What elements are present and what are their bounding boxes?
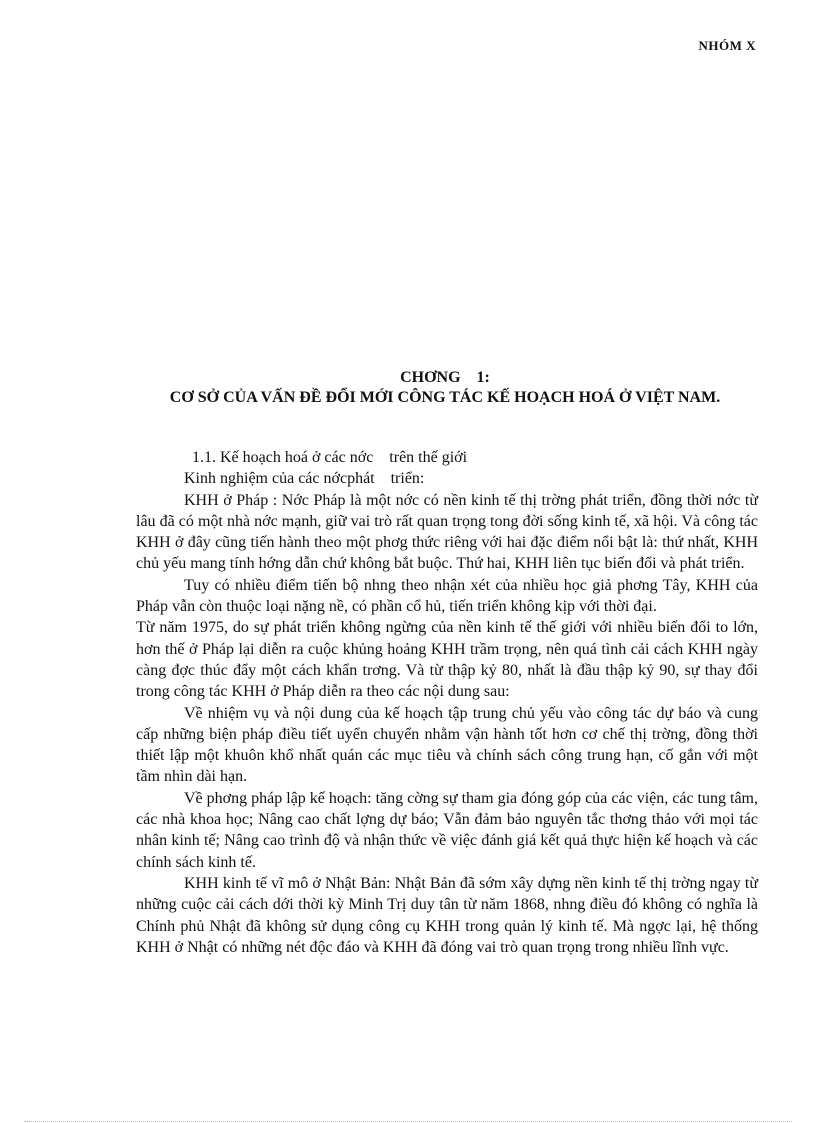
paragraph-japan: KHH kinh tế vĩ mô ở Nhật Bản: Nhật Bản đã sớm xây dựng nền kinh tế thị trờng ngay từ những cuộc cải cách dới thời kỳ Minh Trị duy tân từ năm 1868, nhng điều đó không có nghĩa là Chính phủ Nhật đã không sử dụng công cụ KHH trong quản lý kinh tế. Mà ngợc lại, hệ thống KHH ở Nhật có những nét độc đáo và KHH đã đóng vai trò quan trọng trong nhiều lĩnh vực. [136, 874, 758, 956]
paragraph-methods: Về phơng pháp lập kế hoạch: tăng cờng sự tham gia đóng góp của các viện, các tung tâm, các nhà khoa học; Nâng cao chất lợng dự báo; Vẫn đảm bảo nguyên tắc thơng thảo với mọi tác nhân kinh tế; Nâng cao trình độ và nhận thức về việc đánh giá kết quả thực hiện kế hoạch và các chính sách kinh tế. [136, 789, 758, 871]
document-body [136, 447, 758, 958]
chapter-number: CHƠNG 1: [400, 369, 490, 386]
paragraph-france: KHH ở Pháp : Nớc Pháp là một nớc có nền kinh tế thị trờng phát triển, đồng thời nớc từ lâu đã có một nhà nớc mạnh, giữ vai trò rất quan trọng tong đời sống kinh tế, xã hội. Và công tác KHH ở đây cũng tiến hành theo một phơg thức riêng với hai đặc điểm nổi bật là: thứ nhất, KHH chủ yếu mang tính hớng dẫn chứ không bắt buộc. Thứ hai, KHH liên tục biến đổi và phát triển. [136, 491, 758, 573]
section-heading: 1.1. Kế hoạch hoá ở các nớc trên thế giới [192, 449, 468, 466]
chapter-title: CƠ SỞ CỦA VẤN ĐỀ ĐỔI MỚI CÔNG TÁC KẾ HOẠCH HOÁ Ở VIỆT NAM. [169, 389, 721, 406]
subheading: Kinh nghiệm của các nớcphát triển: [184, 470, 425, 488]
paragraph-tasks: Về nhiệm vụ và nội dung của kế hoạch tập trung chủ yếu vào công tác dự báo và cung cấp những biện pháp điều tiết uyển chuyển nhằm vận hành tốt hơn cơ chế thị trờng, đồng thời thiết lập một khuôn khổ nhất quán các mục tiêu và chính sách công trung hạn, cố gắn với một tầm nhìn dài hạn. [136, 704, 758, 786]
group-label: NHÓM X [698, 38, 756, 53]
paragraph-critique: Tuy có nhiều điểm tiến bộ nhng theo nhận xét của nhiều học giả phơng Tây, KHH của Pháp vẫn còn thuộc loại nặng nề, có phần cổ hủ, tiến triển không kịp với thời đại. [136, 576, 758, 616]
chapter-heading [130, 368, 760, 408]
footer-divider [24, 1121, 792, 1122]
paragraph-reform-1975: Từ năm 1975, do sự phát triển không ngừng của nền kinh tế thế giới với nhiều biến đổi to lớn, hơn thế ở Pháp lại diễn ra cuộc khủng hoảng KHH trầm trọng, nên quá tình cải cách KHH ngày càng đợc thúc đẩy một cách khẩn trơng. Và từ thập kỷ 80, nhất là đầu thập kỷ 90, sự thay đổi trong công tác KHH ở Pháp diễn ra theo các nội dung sau: [136, 619, 758, 701]
